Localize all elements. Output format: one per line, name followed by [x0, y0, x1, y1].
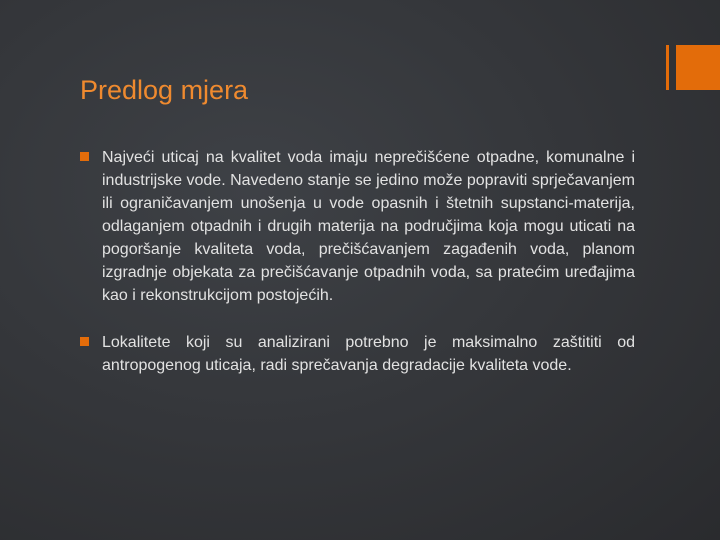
- slide-title: Predlog mjera: [80, 75, 249, 105]
- square-bullet-icon: [80, 152, 89, 161]
- bullet-item: [80, 146, 635, 307]
- bullet-list: [80, 146, 635, 377]
- accent-bar-thick: [676, 45, 720, 90]
- bullet-text: Najveći uticaj na kvalitet voda imaju neprečišćene otpadne, komunalne i industrijske vode. Navedeno stanje se jedino može popraviti sprječavanjem ili ograničavanjem unošenja u vode opasnih i štetnih supstanci-materija, odlaganjem otpadnih i drugih materija na područjima koja mogu uticati na pogoršanje kvaliteta voda, prečišćavanjem zagađenih voda, planom izgradnje objekata za prečišćavanje otpadnih voda, sa pratećim uređajima kao i rekonstrukcijom postojećih.: [102, 149, 635, 304]
- bullet-item: [80, 331, 635, 377]
- square-bullet-icon: [80, 337, 89, 346]
- bullet-text: Lokalitete koji su analizirani potrebno je maksimalno zaštititi od antropogenog uticaja, radi sprečavanja degradacije kvaliteta vode.: [102, 334, 635, 374]
- accent-bar-thin: [666, 45, 669, 90]
